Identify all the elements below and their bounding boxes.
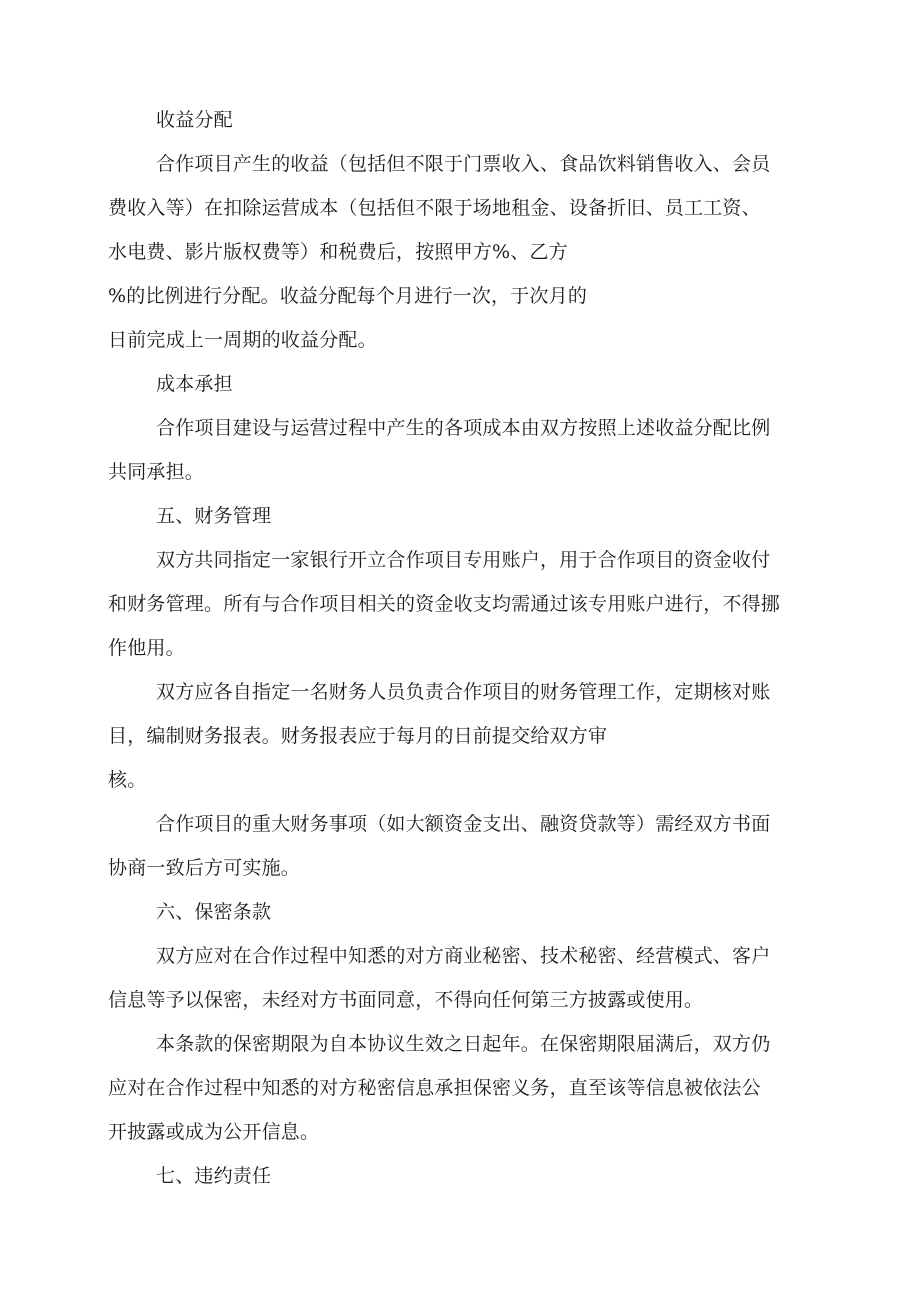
heading-liability-for-breach: 七、违约责任 [156,1165,272,1187]
paragraph-line: 双方共同指定一家银行开立合作项目专用账户，用于合作项目的资金收付 [156,549,771,571]
paragraph-line: 合作项目的重大财务事项（如大额资金支出、融资贷款等）需经双方书面 [156,813,771,835]
paragraph-line: 开披露或成为公开信息。 [108,1121,320,1143]
paragraph-line: %的比例进行分配。收益分配每个月进行一次，于次月的 [108,285,588,307]
heading-cost-sharing: 成本承担 [156,373,233,395]
paragraph-line: 共同承担。 [108,461,205,483]
heading-revenue-distribution: 收益分配 [156,109,233,131]
paragraph-line: 和财务管理。所有与合作项目相关的资金收支均需通过该专用账户进行，不得挪 [108,593,781,615]
heading-confidentiality: 六、保密条款 [156,901,272,923]
paragraph-line: 本条款的保密期限为自本协议生效之日起年。在保密期限届满后，双方仍 [156,1033,771,1055]
paragraph-line: 作他用。 [108,637,185,659]
heading-financial-management: 五、财务管理 [156,505,272,527]
paragraph-line: 费收入等）在扣除运营成本（包括但不限于场地租金、设备折旧、员工工资、 [108,197,761,219]
paragraph-line: 合作项目建设与运营过程中产生的各项成本由双方按照上述收益分配比例 [156,417,771,439]
paragraph-line: 信息等予以保密，未经对方书面同意，不得向任何第三方披露或使用。 [108,989,704,1011]
paragraph-line: 双方应各自指定一名财务人员负责合作项目的财务管理工作，定期核对账 [156,681,771,703]
paragraph-line: 协商一致后方可实施。 [108,857,301,879]
paragraph-line: 水电费、影片版权费等）和税费后，按照甲方%、乙方 [108,241,568,263]
paragraph-line: 合作项目产生的收益（包括但不限于门票收入、食品饮料销售收入、会员 [156,153,771,175]
paragraph-line: 双方应对在合作过程中知悉的对方商业秘密、技术秘密、经营模式、客户 [156,945,771,967]
paragraph-line: 应对在合作过程中知悉的对方秘密信息承担保密义务，直至该等信息被依法公 [108,1077,761,1099]
paragraph-line: 日前完成上一周期的收益分配。 [108,329,377,351]
paragraph-line: 目，编制财务报表。财务报表应于每月的日前提交给双方审 [108,725,608,747]
paragraph-line: 核。 [108,769,147,791]
